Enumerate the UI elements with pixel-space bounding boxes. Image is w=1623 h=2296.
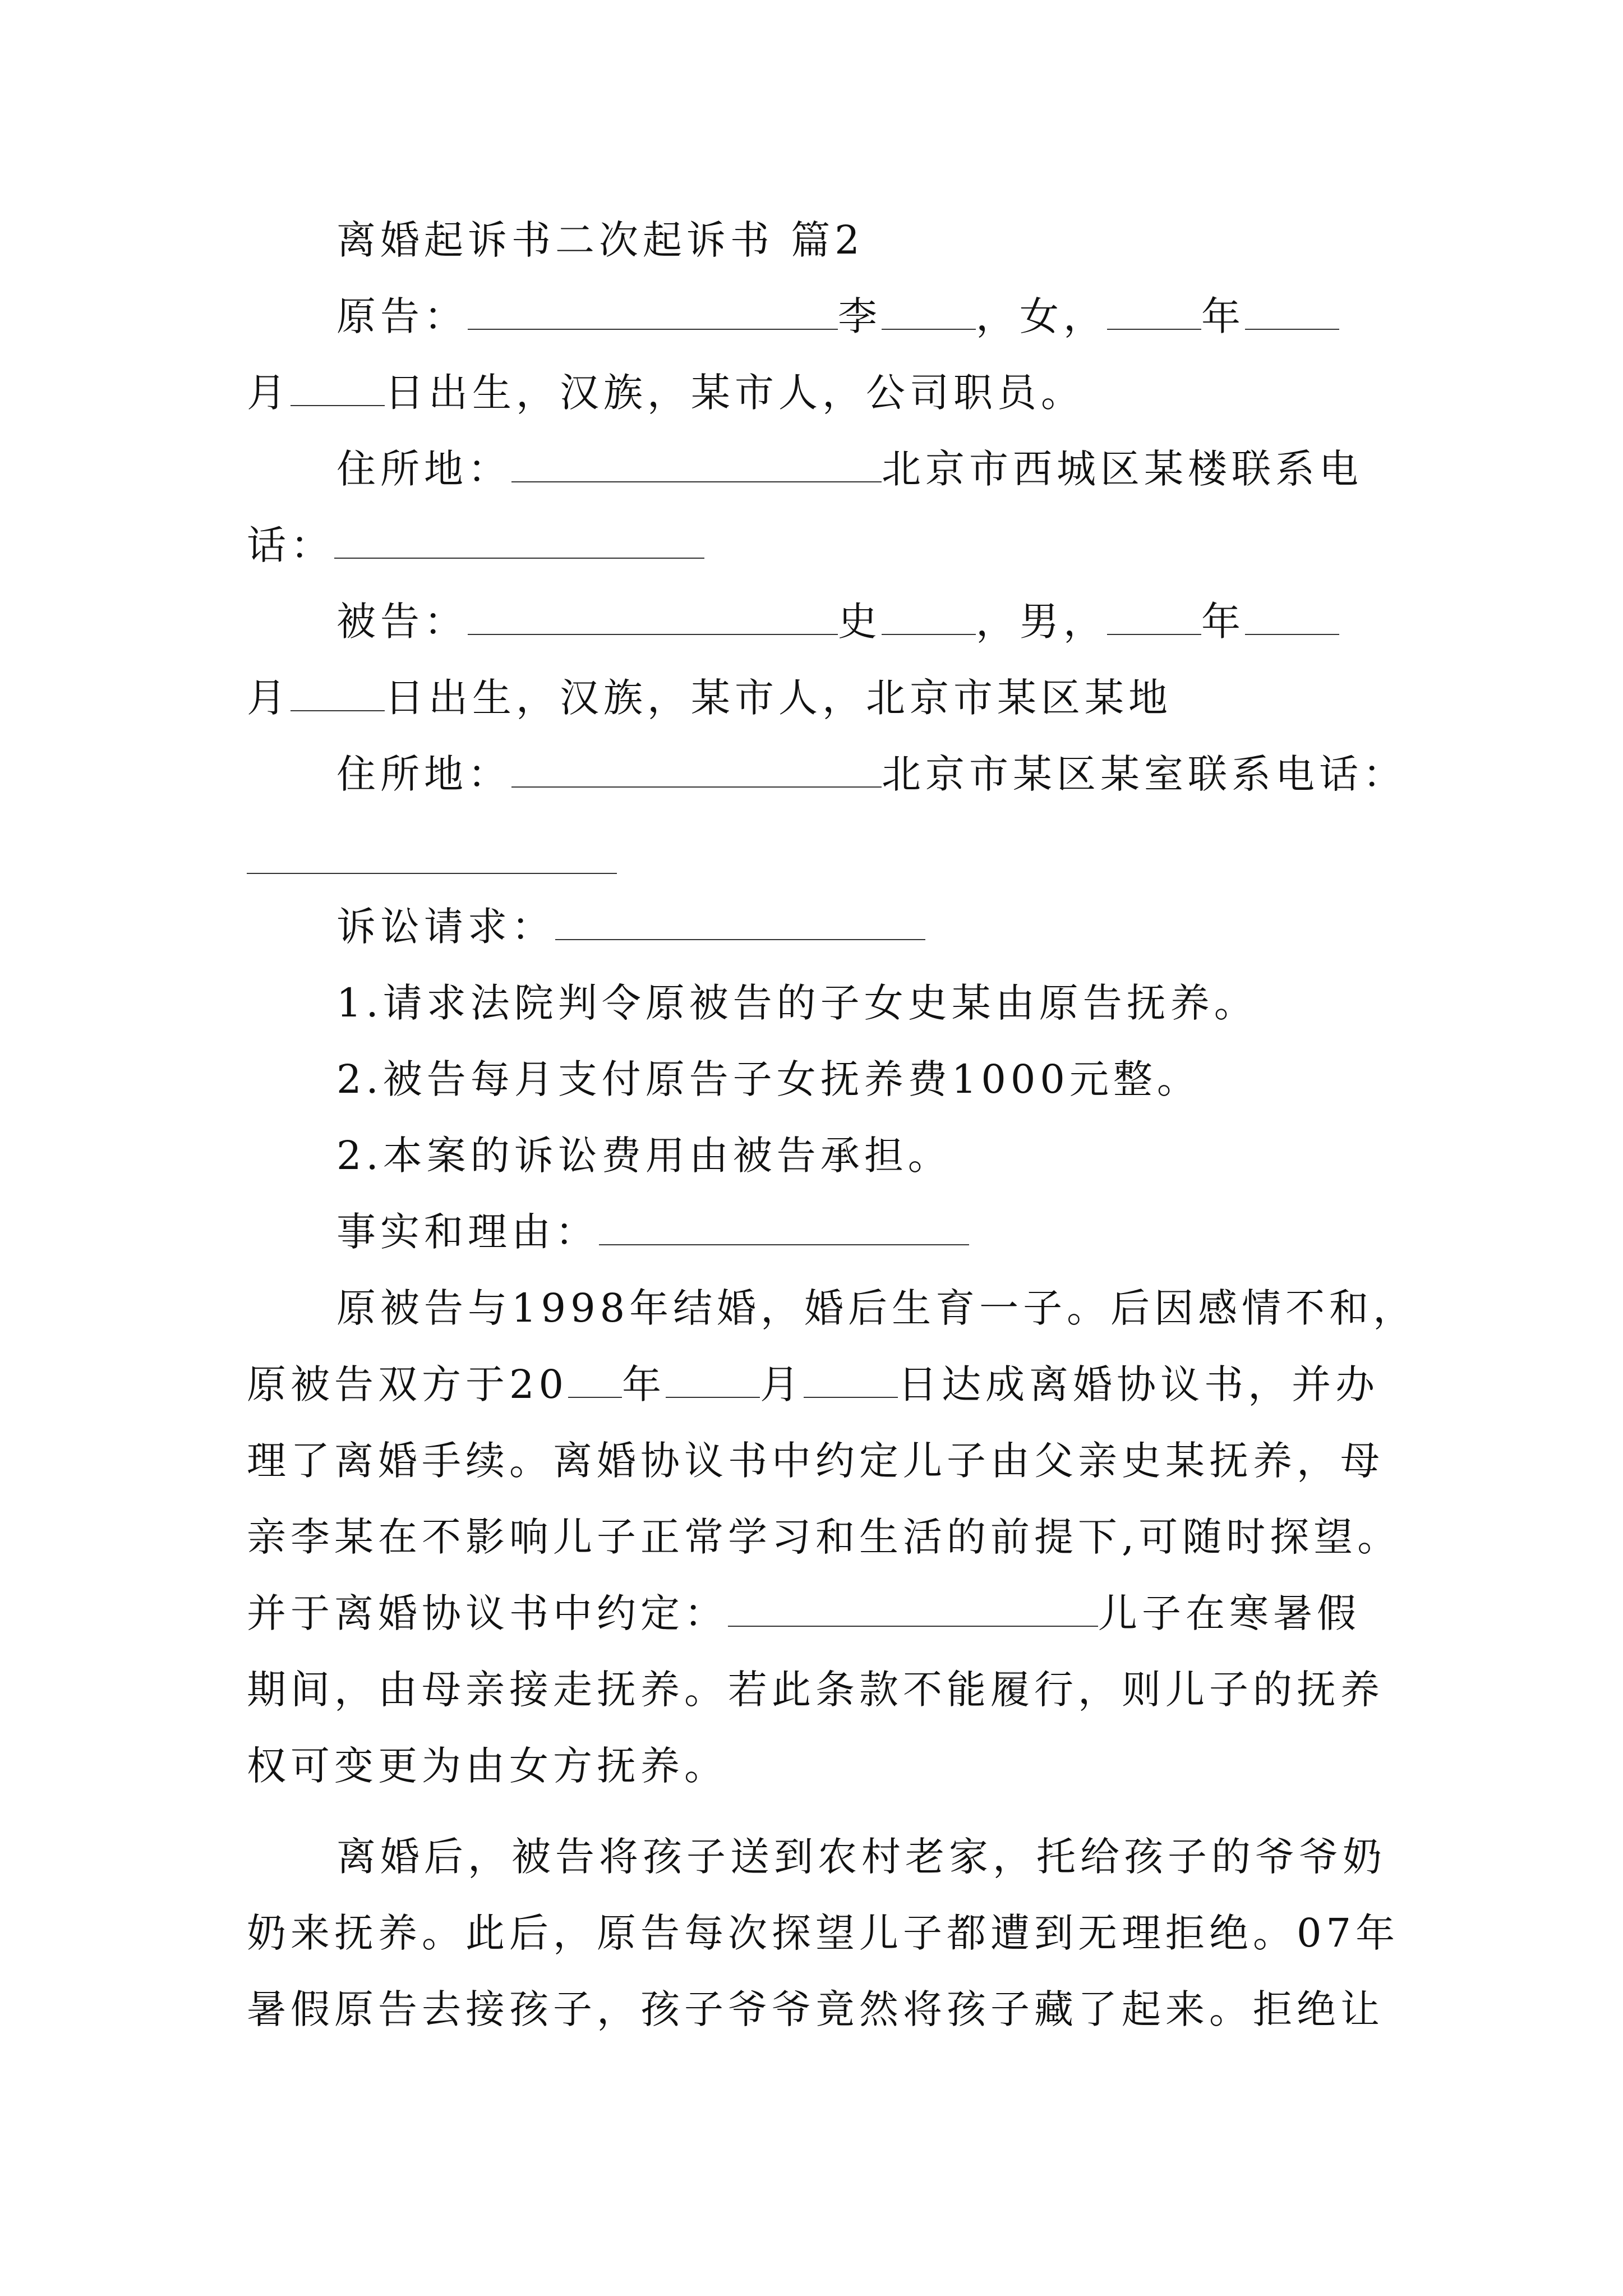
- facts-paragraph-1-line: 原被告与1998年结婚，婚后生育一子。后因感情不和，: [336, 1285, 1417, 1331]
- blank-field: [804, 1359, 898, 1398]
- blank-field: [511, 443, 882, 482]
- facts-paragraph-1-line: 理了离婚手续。离婚协议书中约定儿子由父亲史某抚养，母: [247, 1438, 1384, 1484]
- facts-paragraph-1-line: 亲李某在不影响儿子正常学习和生活的前提下,可随时探望。: [247, 1514, 1401, 1560]
- facts-paragraph-2-line: 离婚后，被告将孩子送到农村老家，托给孩子的爷爷奶: [336, 1834, 1386, 1880]
- facts-paragraph-1-line: 期间，由母亲接走抚养。若此条款不能履行，则儿子的抚养: [247, 1667, 1384, 1713]
- facts-paragraph-1-line: [247, 1346, 1391, 1423]
- residence-address: 北京市西城区某楼联系电: [882, 446, 1363, 492]
- defendant-rest: 日出生，汉族，某市人，北京市某区某地: [385, 675, 1172, 721]
- defendant-residence-line: [247, 736, 1407, 812]
- text-run: 日达成离婚协议书，并办: [898, 1361, 1380, 1407]
- claim-item: 2.本案的诉讼费用由被告承担。: [336, 1133, 952, 1179]
- plaintiff-rest: 日出生，汉族，某市人，公司职员。: [385, 370, 1085, 416]
- document-title: 离婚起诉书二次起诉书 篇2: [336, 217, 864, 263]
- plaintiff-residence-line: [247, 431, 1391, 507]
- blank-field: [568, 1359, 622, 1398]
- facts-paragraph-1-line: 权可变更为由女方抚养。: [247, 1743, 728, 1789]
- blank-field: [291, 672, 385, 711]
- facts-paragraph-1-line: [247, 1575, 1391, 1651]
- plaintiff-sex: ，女，: [976, 293, 1107, 339]
- text-run: 年: [622, 1361, 666, 1407]
- defendant-name: 史: [838, 599, 882, 645]
- blank-field: [334, 519, 704, 559]
- residence-address: 北京市某区某室联系电话：: [882, 751, 1407, 797]
- blank-field: [882, 291, 976, 330]
- blank-field: [511, 748, 882, 788]
- claims-heading: [247, 889, 1391, 965]
- text-run: 儿子在寒暑假: [1098, 1590, 1361, 1636]
- claim-item: 2.被告每月支付原告子女抚养费1000元整。: [336, 1056, 1201, 1102]
- blank-field: [666, 1359, 760, 1398]
- blank-field: [1245, 291, 1339, 330]
- plaintiff-line-2: [247, 355, 1391, 431]
- blank-field: [1245, 596, 1339, 635]
- plaintiff-year: 年: [1201, 293, 1245, 339]
- defendant-month: 月: [247, 675, 291, 721]
- text-run: 并于离婚协议书中约定：: [247, 1590, 728, 1636]
- blank-field: [1107, 596, 1201, 635]
- defendant-sex: ，男，: [976, 599, 1107, 645]
- facts-paragraph-2-line: 暑假原告去接孩子，孩子爷爷竟然将孩子藏了起来。拒绝让: [247, 1986, 1384, 2032]
- defendant-line-2: [247, 660, 1391, 736]
- plaintiff-name: 李: [838, 293, 882, 339]
- text-run: 月: [760, 1361, 804, 1407]
- defendant-line: [247, 583, 1391, 660]
- facts-paragraph-2-line: 奶来抚养。此后，原告每次探望儿子都遭到无理拒绝。07年: [247, 1910, 1400, 1956]
- defendant-phone-blank: [247, 812, 1391, 889]
- plaintiff-line: [247, 278, 1391, 355]
- defendant-label: 被告：: [336, 599, 468, 645]
- blank-field: [599, 1206, 969, 1245]
- phone-label: 话：: [247, 522, 334, 568]
- blank-field: [468, 291, 838, 330]
- document-body: [247, 202, 1417, 2047]
- residence-label: 住所地：: [336, 751, 511, 797]
- defendant-year: 年: [1201, 599, 1245, 645]
- plaintiff-month: 月: [247, 370, 291, 416]
- claim-item: 1.请求法院判令原被告的子女史某由原告抚养。: [336, 980, 1258, 1026]
- blank-field: [728, 1588, 1098, 1627]
- facts-label: 事实和理由：: [336, 1209, 599, 1255]
- blank-field: [555, 901, 925, 940]
- text-run: 原被告双方于20: [247, 1361, 569, 1407]
- blank-field: [468, 596, 838, 635]
- blank-field: [882, 596, 976, 635]
- blank-field: [1107, 291, 1201, 330]
- blank-field: [291, 367, 385, 406]
- claims-label: 诉讼请求：: [336, 904, 555, 950]
- facts-heading: [247, 1194, 1391, 1270]
- residence-label: 住所地：: [336, 446, 511, 492]
- plaintiff-label: 原告：: [336, 293, 468, 339]
- plaintiff-phone-line: [247, 507, 1391, 583]
- blank-field: [247, 835, 617, 874]
